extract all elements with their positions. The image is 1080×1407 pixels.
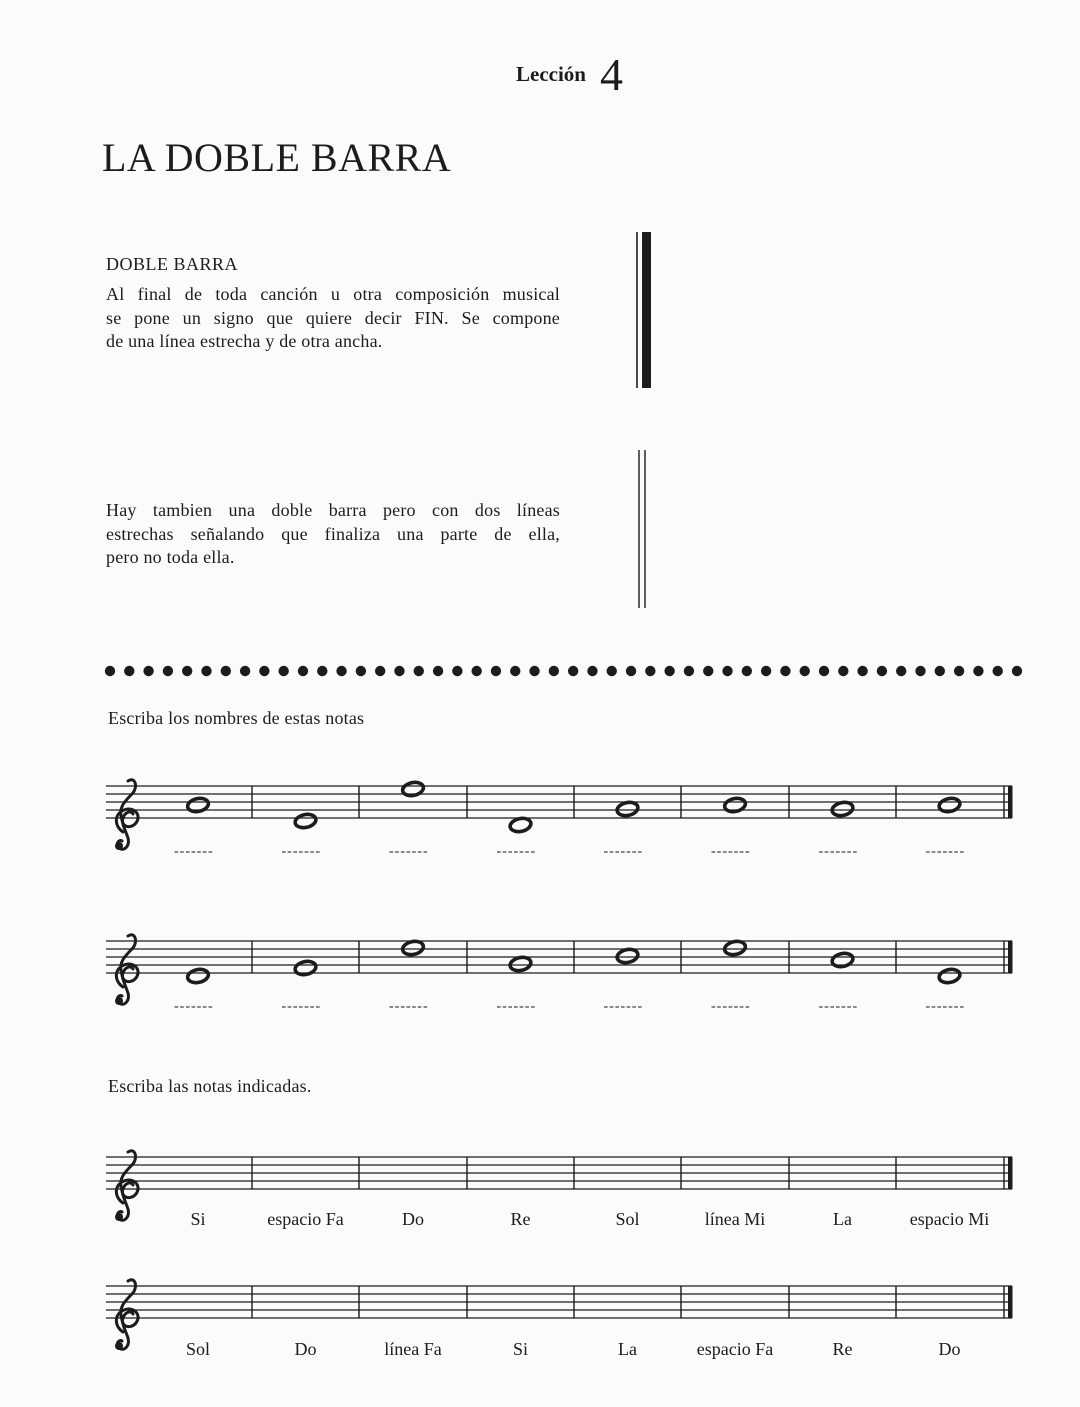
bullet-dot-icon	[780, 666, 790, 676]
bullet-dot-icon	[993, 666, 1003, 676]
bullet-dot-icon	[800, 666, 810, 676]
whole-note-icon	[186, 968, 209, 985]
bullet-dot-icon	[394, 666, 404, 676]
note-instruction-label: espacio Mi	[909, 1209, 990, 1229]
bullet-dot-icon	[684, 666, 694, 676]
bullet-dot-icon	[414, 666, 424, 676]
treble-clef-icon	[116, 780, 138, 849]
whole-note-icon	[186, 797, 209, 814]
treble-clef-dot	[115, 842, 123, 850]
whole-note-icon	[831, 801, 854, 818]
bullet-dot-icon	[973, 666, 983, 676]
whole-note-icon	[723, 797, 746, 814]
treble-clef-icon	[116, 1280, 138, 1349]
bullet-dot-icon	[877, 666, 887, 676]
treble-clef-dot	[115, 1213, 123, 1221]
paragraph-line: Hay tambien una doble barra pero con dos líneas	[106, 500, 560, 520]
note-instruction-label: La	[618, 1339, 637, 1359]
dot-divider	[105, 666, 1022, 676]
whole-note-icon	[401, 781, 424, 798]
bullet-dot-icon	[143, 666, 153, 676]
note-instruction-label: espacio Fa	[267, 1209, 344, 1229]
bullet-dot-icon	[529, 666, 539, 676]
final-double-barline-icon	[637, 232, 651, 388]
exercise2-instruction: Escriba las notas indicadas.	[108, 1076, 312, 1096]
bullet-dot-icon	[201, 666, 211, 676]
lesson-label: Lección	[516, 62, 586, 86]
whole-note-icon	[831, 952, 854, 969]
bullet-dot-icon	[317, 666, 327, 676]
bullet-dot-icon	[105, 666, 115, 676]
bullet-dot-icon	[761, 666, 771, 676]
whole-note-icon	[938, 968, 961, 985]
whole-note-icon	[509, 817, 532, 834]
page-title: LA DOBLE BARRA	[102, 135, 452, 180]
note-instruction-label: Si	[512, 1339, 528, 1359]
note-instruction-label: línea Mi	[704, 1209, 766, 1229]
note-instruction-label: La	[833, 1209, 852, 1229]
answer-blank: -------	[281, 844, 322, 859]
bullet-dot-icon	[568, 666, 578, 676]
whole-note-icon	[723, 940, 746, 957]
bullet-dot-icon	[278, 666, 288, 676]
bullet-dot-icon	[1012, 666, 1022, 676]
answer-blank: -------	[925, 999, 966, 1014]
paragraph-line: Al final de toda canción u otra composición musical	[106, 284, 560, 304]
bullet-dot-icon	[221, 666, 231, 676]
note-instruction-label: Re	[510, 1209, 531, 1229]
note-instruction-label: Si	[190, 1209, 206, 1229]
answer-blank: -------	[174, 844, 214, 859]
answer-blank: -------	[925, 844, 966, 859]
bullet-dot-icon	[703, 666, 713, 676]
answer-blank: -------	[281, 999, 322, 1014]
bullet-dot-icon	[182, 666, 192, 676]
answer-blank: -------	[389, 999, 429, 1014]
section-double-barline-icon	[639, 450, 645, 608]
bullet-dot-icon	[124, 666, 134, 676]
bullet-dot-icon	[935, 666, 945, 676]
lesson-number: 4	[600, 49, 623, 100]
bullet-dot-icon	[433, 666, 443, 676]
answer-blank: -------	[389, 844, 429, 859]
bullet-dot-icon	[452, 666, 462, 676]
answer-blank: -------	[496, 999, 537, 1014]
note-instruction-label: espacio Fa	[696, 1339, 774, 1359]
barline-thick	[1008, 786, 1013, 818]
bullet-dot-icon	[664, 666, 674, 676]
bullet-dot-icon	[896, 666, 906, 676]
section-heading: DOBLE BARRA	[106, 254, 239, 274]
paragraph-line: se pone un signo que quiere decir FIN. Se compone	[106, 307, 560, 328]
bullet-dot-icon	[742, 666, 752, 676]
bullet-dot-icon	[819, 666, 829, 676]
bullet-dot-icon	[607, 666, 617, 676]
bullet-dot-icon	[240, 666, 250, 676]
paragraph-line: de una línea estrecha y de otra ancha.	[106, 331, 383, 351]
bullet-dot-icon	[163, 666, 173, 676]
answer-blank: -------	[496, 844, 537, 859]
bullet-dot-icon	[356, 666, 366, 676]
barline-thick	[1008, 941, 1013, 973]
note-instruction-label: Sol	[185, 1339, 210, 1359]
bullet-dot-icon	[510, 666, 520, 676]
bullet-dot-icon	[491, 666, 501, 676]
answer-blank: -------	[174, 999, 214, 1014]
note-instruction-label: línea Fa	[384, 1339, 442, 1359]
bullet-dot-icon	[375, 666, 385, 676]
paragraph-line: pero no toda ella.	[106, 547, 235, 567]
bullet-dot-icon	[549, 666, 559, 676]
bullet-dot-icon	[298, 666, 308, 676]
whole-note-icon	[294, 813, 317, 830]
answer-blank: -------	[818, 844, 859, 859]
whole-note-icon	[938, 797, 961, 814]
whole-note-icon	[616, 801, 639, 818]
whole-note-icon	[401, 940, 424, 957]
answer-blank: -------	[603, 999, 644, 1014]
exercise1-instruction: Escriba los nombres de estas notas	[108, 708, 365, 728]
exercise1-staff	[106, 935, 1013, 1005]
treble-clef-dot	[115, 1342, 123, 1350]
note-instruction-label: Do	[402, 1209, 424, 1229]
answer-blank: -------	[603, 844, 644, 859]
treble-clef-icon	[116, 935, 138, 1004]
bullet-dot-icon	[587, 666, 597, 676]
answer-blank: -------	[711, 844, 751, 859]
barline-thick	[1008, 1157, 1013, 1189]
treble-clef-dot	[115, 997, 123, 1005]
whole-note-icon	[509, 956, 532, 973]
whole-note-icon	[294, 960, 317, 977]
bullet-dot-icon	[471, 666, 481, 676]
whole-note-icon	[616, 948, 639, 965]
note-instruction-label: Re	[832, 1339, 853, 1359]
bullet-dot-icon	[954, 666, 964, 676]
bullet-dot-icon	[645, 666, 655, 676]
barline-thick	[1008, 1286, 1013, 1318]
paragraph-line: estrechas señalando que finaliza una parte de ella,	[106, 523, 560, 544]
bullet-dot-icon	[259, 666, 269, 676]
staves-layer	[106, 780, 1013, 1350]
bullet-dot-icon	[626, 666, 636, 676]
bullet-dot-icon	[857, 666, 867, 676]
bullet-dot-icon	[722, 666, 732, 676]
note-instruction-label: Sol	[615, 1209, 640, 1229]
bullet-dot-icon	[336, 666, 346, 676]
bullet-dot-icon	[915, 666, 925, 676]
note-instruction-label: Do	[938, 1339, 961, 1359]
note-instruction-label: Do	[294, 1339, 317, 1359]
answer-blank: -------	[711, 999, 751, 1014]
bullet-dot-icon	[838, 666, 848, 676]
answer-blank: -------	[818, 999, 859, 1014]
treble-clef-icon	[116, 1151, 138, 1220]
exercise1-staff	[106, 780, 1013, 850]
